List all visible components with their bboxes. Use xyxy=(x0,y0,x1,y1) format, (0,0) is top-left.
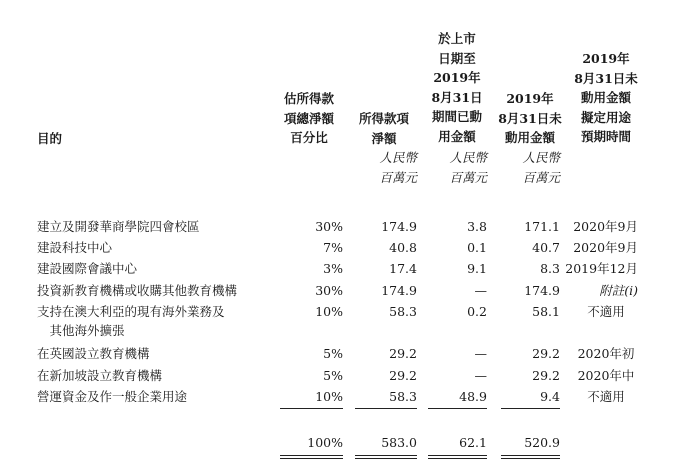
subtotal-rule-net xyxy=(355,408,417,409)
row-unused-amount: 8.3 xyxy=(540,261,560,276)
row-net-proceeds: 174.9 xyxy=(381,219,417,234)
row-used-amount: 9.1 xyxy=(467,261,487,276)
row-net-proceeds: 17.4 xyxy=(389,261,417,276)
row-net-proceeds: 29.2 xyxy=(389,368,417,383)
row-timeline: 2020年9月 xyxy=(573,219,638,234)
header-percentage: 估所得款 項總淨額 百分比 xyxy=(283,91,334,145)
unit-net-proceeds: 人民幣 百萬元 xyxy=(379,150,417,185)
unit-unused-amount: 人民幣 百萬元 xyxy=(522,150,560,185)
subtotal-rule-unused xyxy=(501,408,560,409)
row-unused-amount: 29.2 xyxy=(532,346,560,361)
row-purpose: 營運資金及作一般企業用途 xyxy=(37,389,188,404)
row-percentage: 5% xyxy=(323,368,343,383)
row-unused-amount: 174.9 xyxy=(524,283,560,298)
row-percentage: 30% xyxy=(315,283,343,298)
total-double-rule-net-2 xyxy=(355,458,417,459)
subtotal-rule-used xyxy=(428,408,487,409)
total-double-rule-unused xyxy=(501,455,560,456)
total-double-rule-used-2 xyxy=(428,458,487,459)
row-purpose: 建設科技中心 xyxy=(37,240,113,255)
row-timeline: 2019年12月 xyxy=(565,261,638,276)
total-double-rule-unused-2 xyxy=(501,458,560,459)
row-used-amount: 3.8 xyxy=(467,219,487,234)
row-purpose: 建立及開發華商學院四會校區 xyxy=(37,219,200,234)
total-double-rule-percentage-2 xyxy=(280,458,343,459)
total-net-proceeds: 583.0 xyxy=(381,435,417,450)
row-percentage: 30% xyxy=(315,219,343,234)
row-purpose: 支持在澳大利亞的現有海外業務及 其他海外擴張 xyxy=(37,304,225,338)
total-unused-amount: 520.9 xyxy=(524,435,560,450)
row-used-amount: 0.2 xyxy=(467,304,487,319)
row-net-proceeds: 40.8 xyxy=(389,240,417,255)
row-timeline: 2020年9月 xyxy=(573,240,638,255)
header-net-proceeds: 所得款項 淨額 xyxy=(358,111,409,146)
row-timeline: 2020年中 xyxy=(577,368,635,383)
row-percentage: 7% xyxy=(323,240,343,255)
row-percentage: 10% xyxy=(315,389,343,404)
row-percentage: 10% xyxy=(315,304,343,319)
row-timeline: 不適用 xyxy=(587,389,625,404)
header-expected-timeline: 2019年 8月31日未 動用金額 擬定用途 預期時間 xyxy=(574,51,638,144)
row-used-amount: 0.1 xyxy=(467,240,487,255)
row-net-proceeds: 29.2 xyxy=(389,346,417,361)
row-net-proceeds: 58.3 xyxy=(389,304,417,319)
row-unused-amount: 40.7 xyxy=(532,240,560,255)
row-purpose: 建設國際會議中心 xyxy=(37,261,138,276)
header-used-amount: 於上市 日期至 2019年 8月31日 期間已動 用金額 xyxy=(431,31,483,144)
row-net-proceeds: 174.9 xyxy=(381,283,417,298)
row-purpose: 投資新教育機構或收購其他教育機構 xyxy=(37,283,238,298)
row-unused-amount: 58.1 xyxy=(532,304,560,319)
total-double-rule-net xyxy=(355,455,417,456)
total-double-rule-used xyxy=(428,455,487,456)
row-used-amount: — xyxy=(474,346,487,361)
row-unused-amount: 29.2 xyxy=(532,368,560,383)
unit-used-amount: 人民幣 百萬元 xyxy=(449,150,487,185)
subtotal-rule-percentage xyxy=(280,408,343,409)
row-percentage: 3% xyxy=(323,261,343,276)
row-timeline: 不適用 xyxy=(587,304,625,319)
row-percentage: 5% xyxy=(323,346,343,361)
row-used-amount: — xyxy=(474,283,487,298)
header-unused-amount: 2019年 8月31日未 動用金額 xyxy=(498,91,562,145)
row-used-amount: 48.9 xyxy=(459,389,487,404)
row-purpose: 在新加坡設立教育機構 xyxy=(37,368,163,383)
row-net-proceeds: 58.3 xyxy=(389,389,417,404)
row-used-amount: — xyxy=(474,368,487,383)
total-used-amount: 62.1 xyxy=(459,435,487,450)
row-unused-amount: 171.1 xyxy=(524,219,560,234)
total-percentage: 100% xyxy=(307,435,343,450)
row-unused-amount: 9.4 xyxy=(540,389,560,404)
row-purpose: 在英國設立教育機構 xyxy=(37,346,150,361)
row-timeline: 2020年初 xyxy=(577,346,635,361)
header-purpose: 目的 xyxy=(37,131,63,146)
total-double-rule-percentage xyxy=(280,455,343,456)
row-timeline-note: 附註(i) xyxy=(599,283,638,298)
